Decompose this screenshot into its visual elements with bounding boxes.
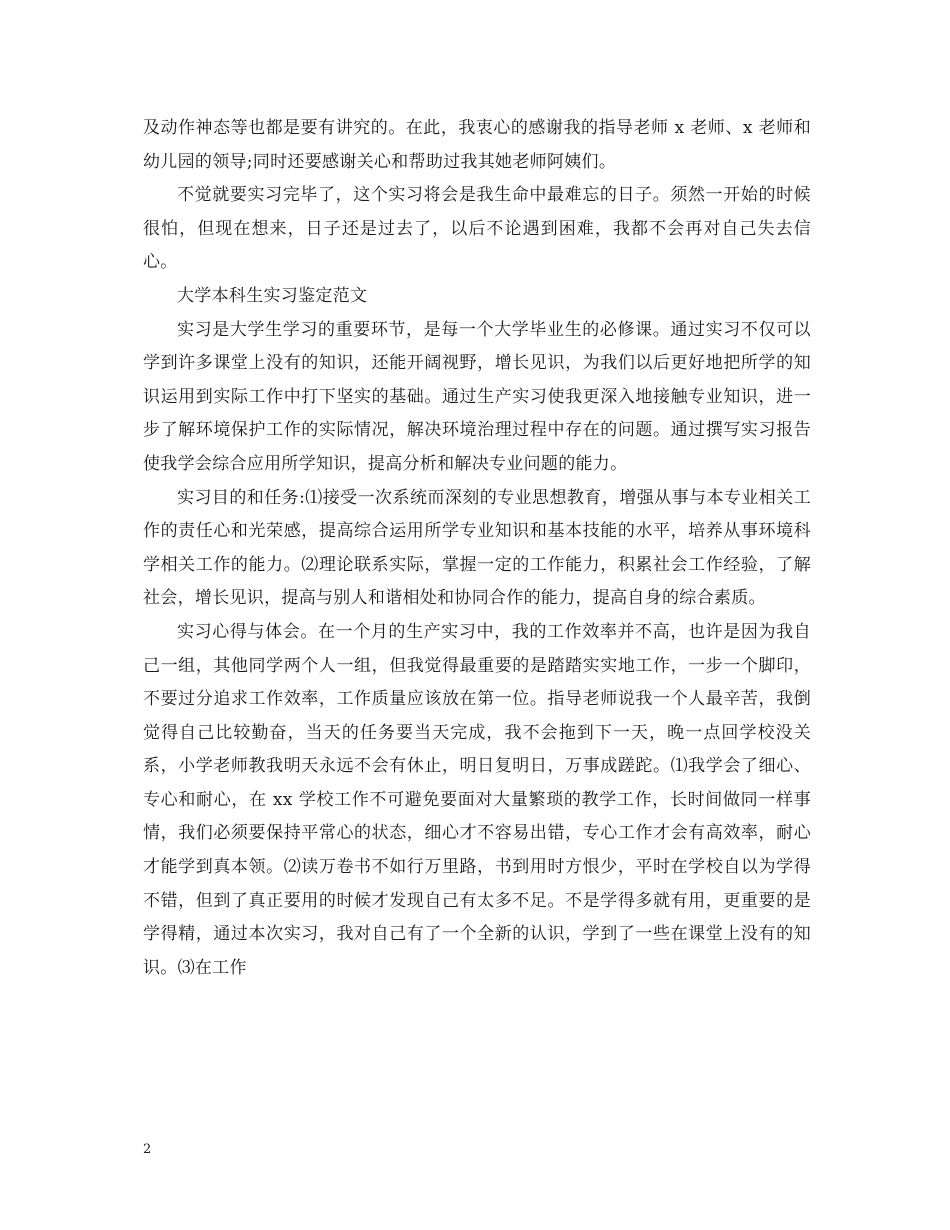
paragraph-goals: 实习目的和任务:⑴接受一次系统而深刻的专业思想教育，增强从事与本专业相关工作的责任心和光荣感，提高综合运用所学专业知识和基本技能的水平，培养从事环境科学相关工作的能力。⑵理论联系实际，掌握一定的工作能力，积累社会工作经验，了解社会，增长见识，提高与别人和谐相处和协同合作的能力，提高自身的综合素质。 xyxy=(143,487,811,609)
page-number: 2 xyxy=(143,1142,152,1157)
page-body xyxy=(143,112,811,985)
paragraph-intro: 实习是大学生学习的重要环节，是每一个大学毕业生的必修课。通过实习不仅可以学到许多课堂上没有的知识，还能开阔视野，增长见识，为我们以后更好地把所学的知识运用到实际工作中打下坚实的基础。通过生产实习使我更深入地接触专业知识，进一步了解环境保护工作的实际情况，解决环境治理过程中存在的问题。通过撰写实习报告使我学会综合应用所学知识，提高分析和解决专业问题的能力。 xyxy=(143,319,811,474)
section-title: 大学本科生实习鉴定范文 xyxy=(177,285,368,306)
paragraph-thanks: 及动作神态等也都是要有讲究的。在此，我衷心的感谢我的指导老师 x 老师、x 老师和幼儿园的领导;同时还要感谢关心和帮助过我其她老师阿姨们。 xyxy=(143,118,811,172)
paragraph-conclusion: 不觉就要实习完毕了，这个实习将会是我生命中最难忘的日子。须然一开始的时候很怕，但现在想来，日子还是过去了，以后不论遇到困难，我都不会再对自己失去信心。 xyxy=(143,185,811,273)
paragraph-experience: 实习心得与体会。在一个月的生产实习中，我的工作效率并不高，也许是因为我自己一组，其他同学两个人一组，但我觉得最重要的是踏踏实实地工作，一步一个脚印，不要过分追求工作效率，工作质量应该放在第一位。指导老师说我一个人最辛苦，我倒觉得自己比较勤奋，当天的任务要当天完成，我不会拖到下一天，晚一点回学校没关系，小学老师教我明天永远不会有休止，明日复明日，万事成蹉跎。⑴我学会了细心、专心和耐心，在 xx 学校工作不可避免要面对大量繁琐的教学工作，长时间做同一样事情，我们必须要保持平常心的状态，细心才不容易出错，专心工作才会有高效率，耐心才能学到真本领。⑵读万卷书不如行万里路，书到用时方恨少，平时在学校自以为学得不错，但到了真正要用的时候才发现自己有太多不足。不是学得多就有用，更重要的是学得精，通过本次实习，我对自己有了一个全新的认识，学到了一些在课堂上没有的知识。⑶在工作 xyxy=(143,621,811,978)
